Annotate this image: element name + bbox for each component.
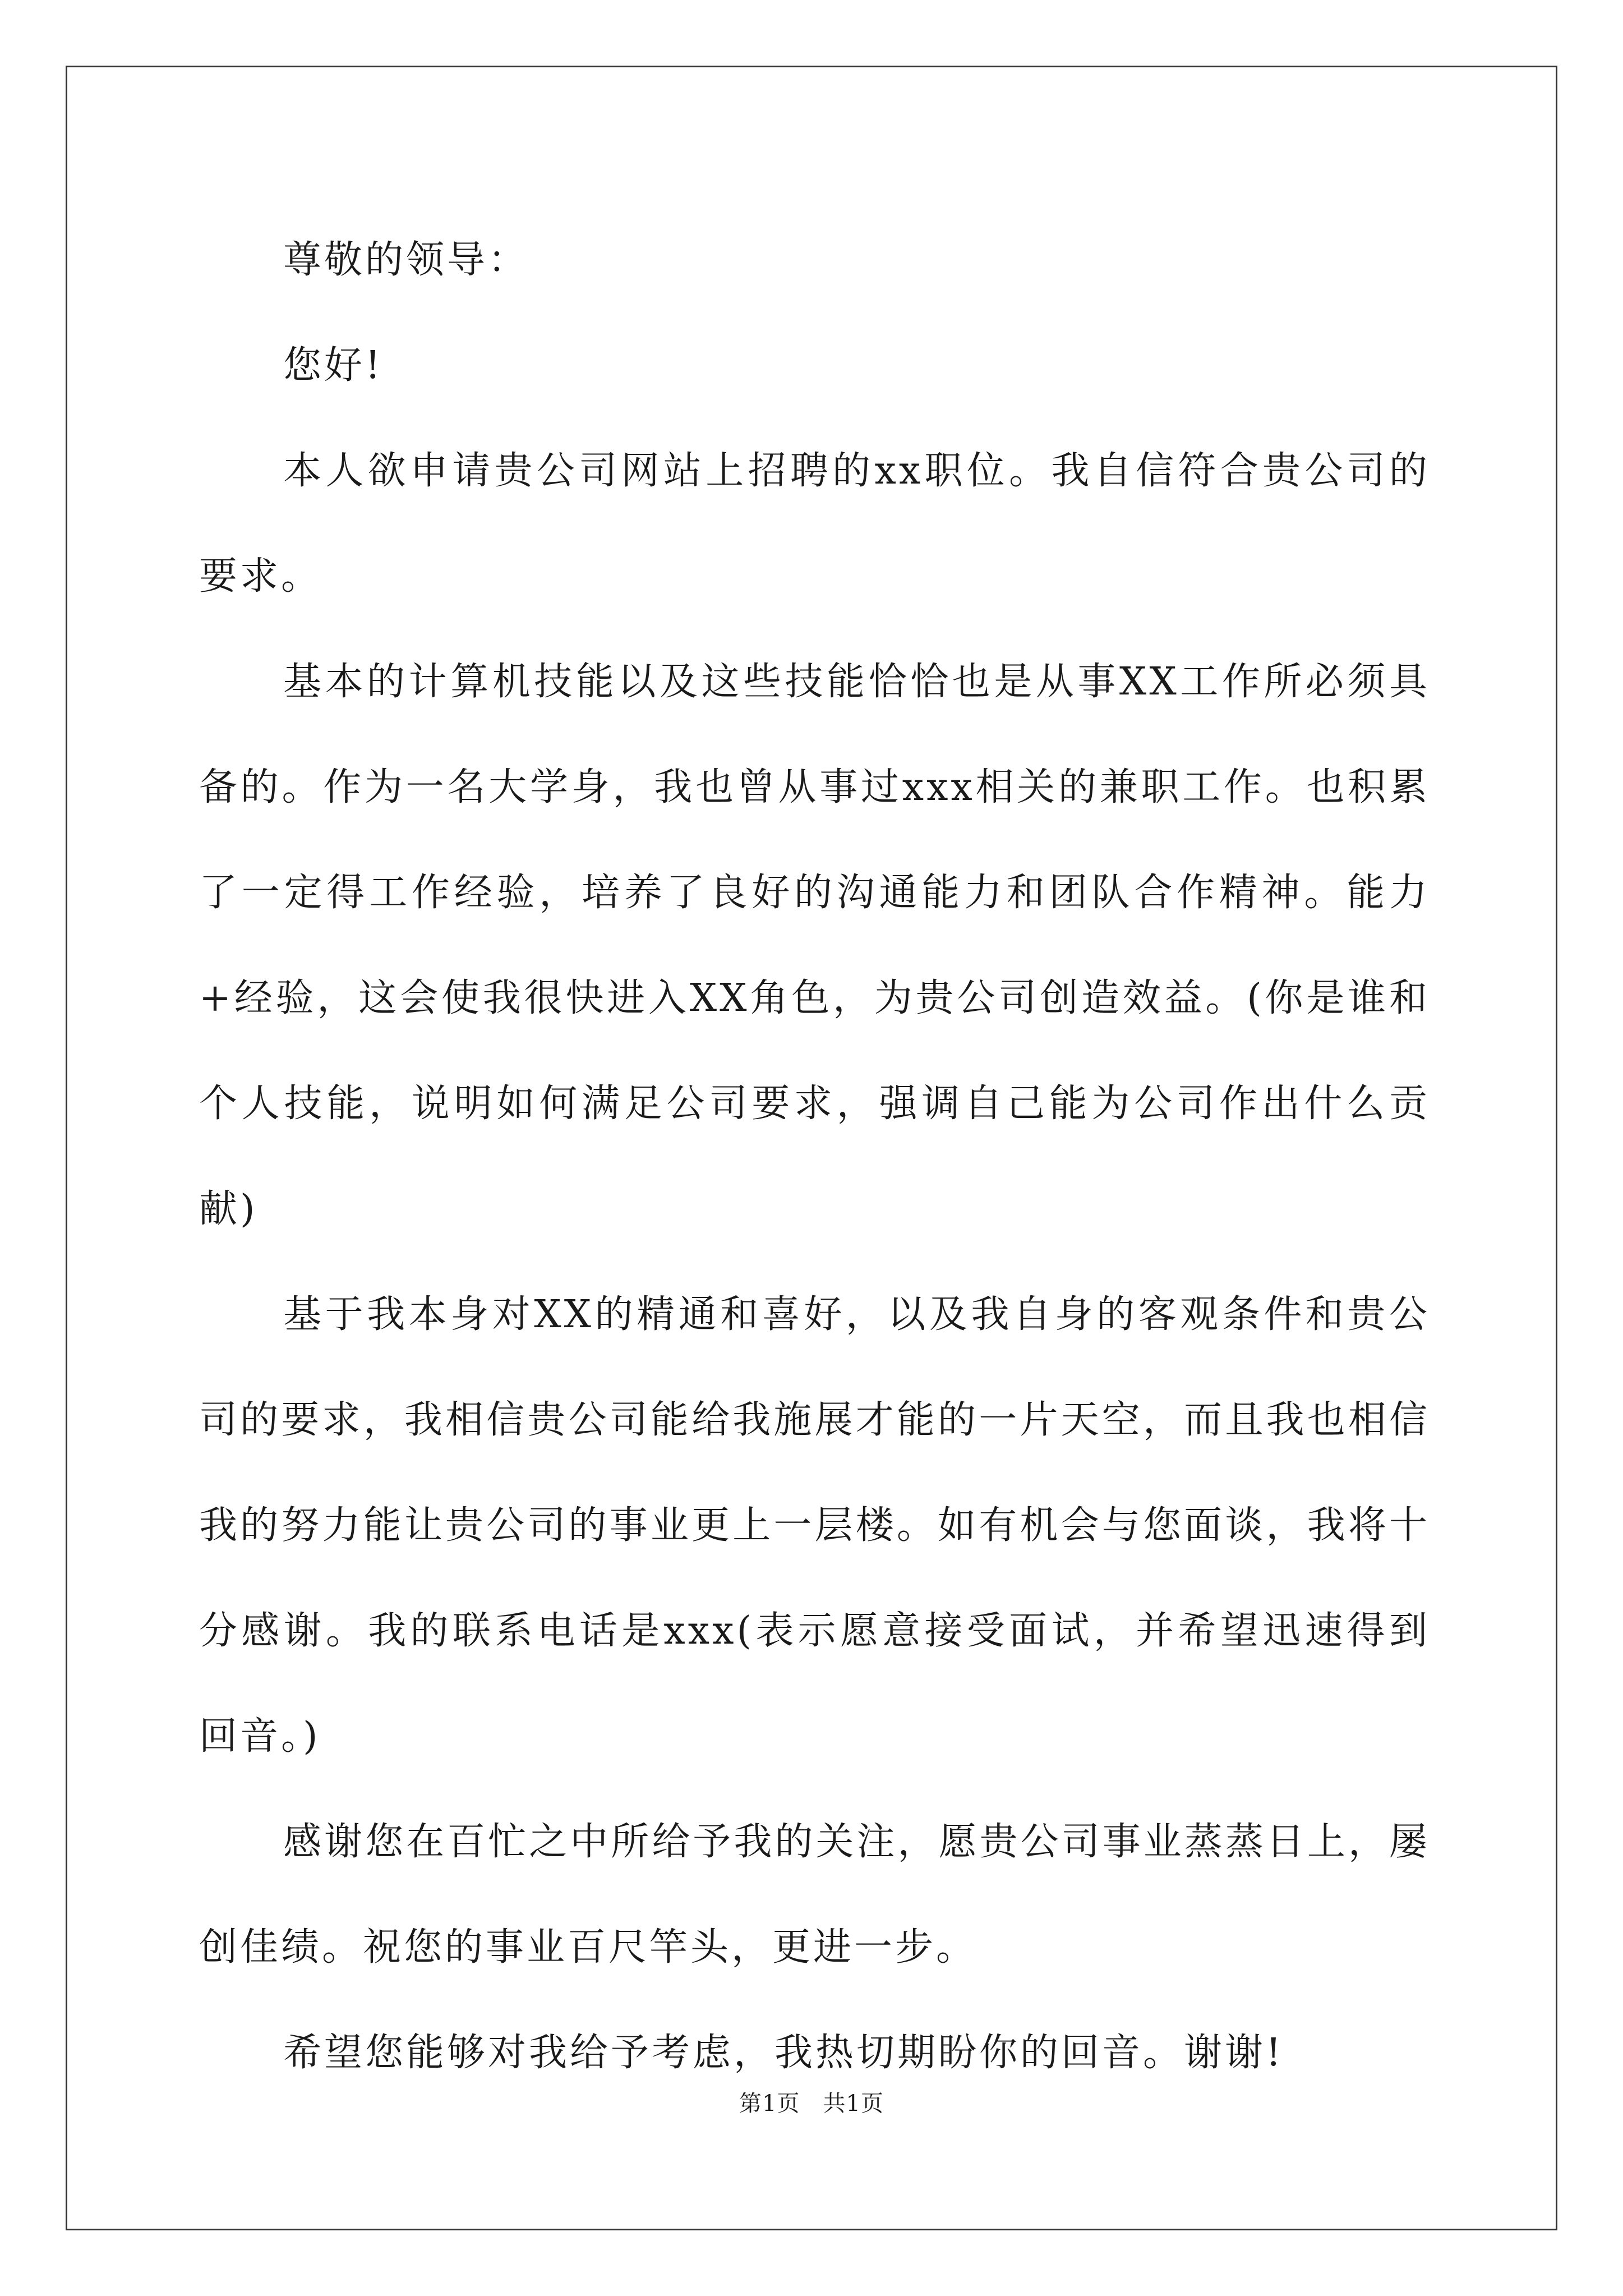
paragraph-closing: 希望您能够对我给予考虑，我热切期盼你的回音。谢谢! — [283, 2031, 1284, 2075]
paragraph-skills: 基本的计算机技能以及这些技能恰恰也是从事XX工作所必须具备的。作为一名大学身，我也曾从事过xxx相关的兼职工作。也积累了一定得工作经验，培养了良好的沟通能力和团队合作精神。能力+经验，这会使我很快进入XX角色，为贵公司创造效益。(你是谁和个人技能，说明如何满足公司要求，强调自己能为公司作出什么贡献) — [199, 660, 1430, 1231]
paragraph-motivation: 基于我本身对XX的精通和喜好，以及我自身的客观条件和贵公司的要求，我相信贵公司能给我施展才能的一片天空，而且我也相信我的努力能让贵公司的事业更上一层楼。如有机会与您面谈，我将十分感谢。我的联系电话是xxx(表示愿意接受面试，并希望迅速得到回音。) — [199, 1292, 1430, 1759]
page-number-footer: 第1页 共1页 — [739, 2091, 884, 2116]
paragraph-intro: 本人欲申请贵公司网站上招聘的xx职位。我自信符合贵公司的要求。 — [199, 449, 1430, 599]
greeting: 您好! — [283, 343, 384, 388]
letter-body — [199, 208, 1430, 2106]
paragraph-thanks: 感谢您在百忙之中所给予我的关注，愿贵公司事业蒸蒸日上，屡创佳绩。祝您的事业百尺竿头，更进一步。 — [199, 1820, 1430, 1970]
salutation: 尊敬的领导： — [283, 238, 529, 282]
